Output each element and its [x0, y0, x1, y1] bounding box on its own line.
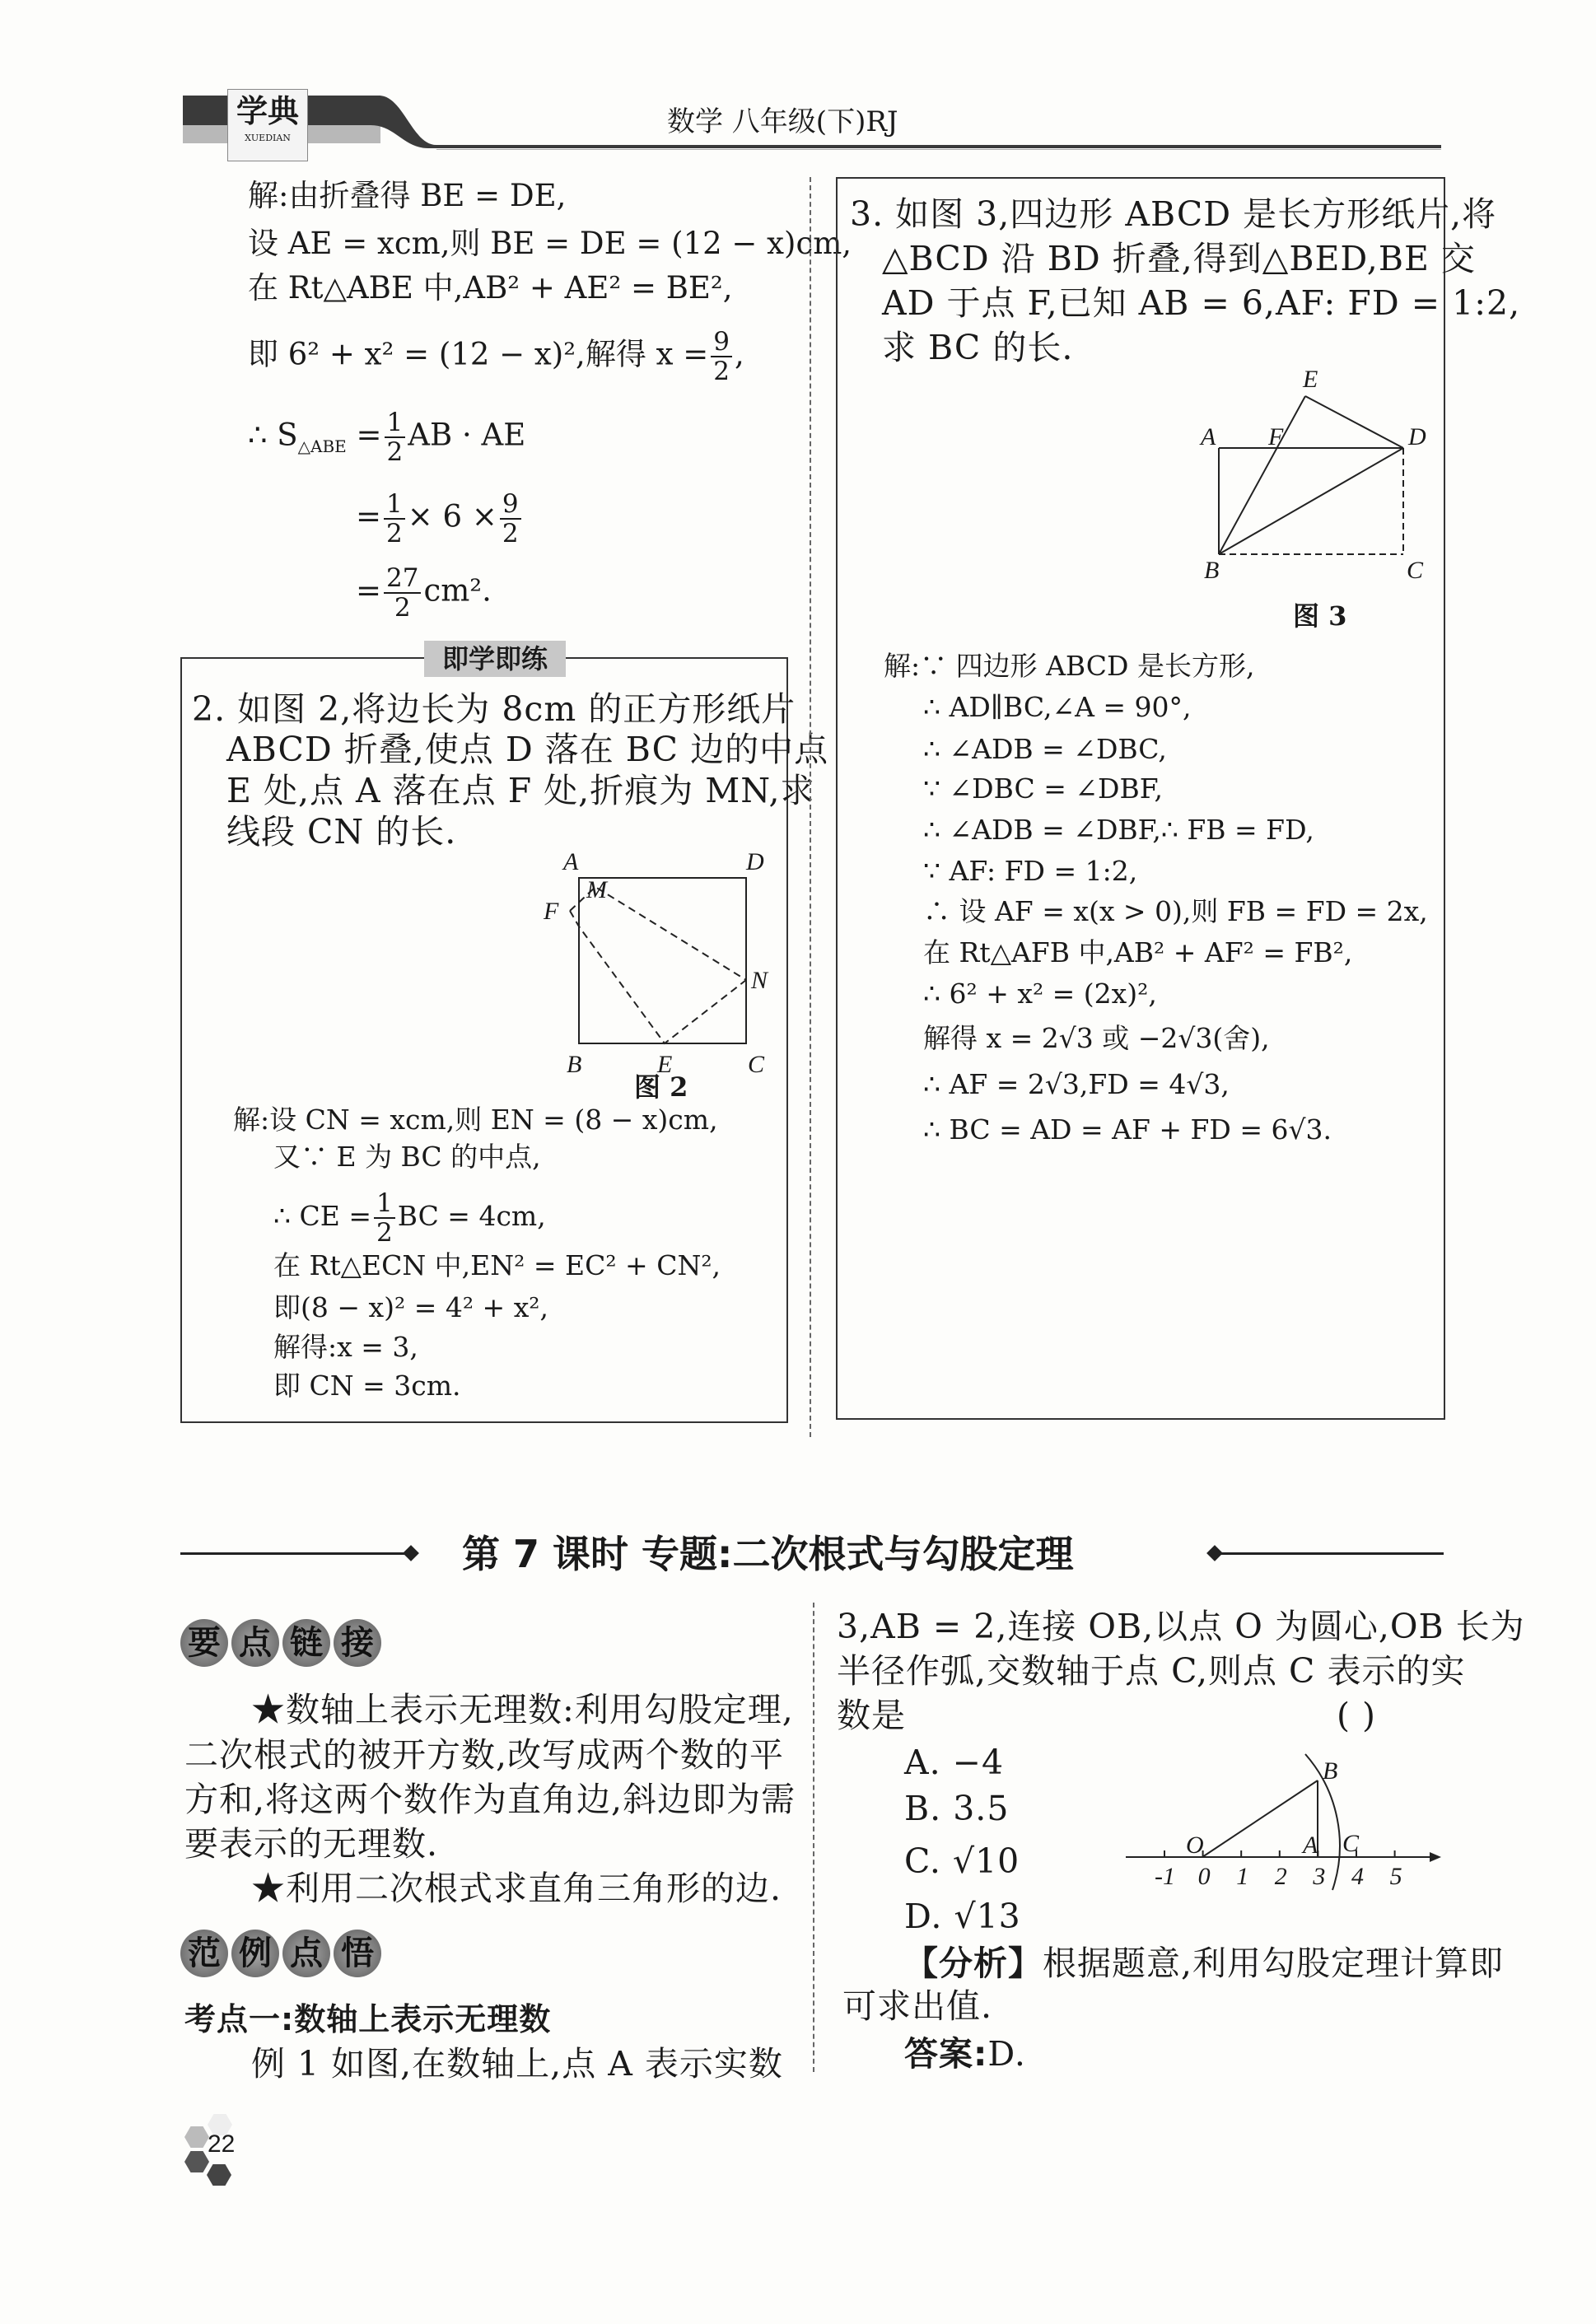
- numerator: 27: [384, 564, 421, 594]
- badge-char: 点: [282, 1930, 330, 1977]
- fraction: [711, 328, 732, 385]
- text: =: [356, 572, 382, 609]
- solution-line: 解:由折叠得 BE = DE,: [248, 178, 567, 213]
- key-points-badge: [180, 1619, 381, 1667]
- examples-badge: [180, 1930, 381, 1977]
- solution-line: ∵ AF: FD = 1:2,: [923, 855, 1138, 887]
- solution-line: [356, 563, 492, 623]
- solution-line: 又∵ E 为 BC 的中点,: [273, 1141, 541, 1173]
- diamond-icon: [403, 1545, 419, 1561]
- solution-line: ∴ AF = 2√3,FD = 4√3,: [923, 1068, 1230, 1100]
- label-c: C: [1407, 557, 1424, 584]
- text: AB · AE: [408, 417, 526, 453]
- header-title: 数学 八年级(下)RJ: [667, 105, 898, 138]
- logo: [227, 89, 308, 161]
- label-b: B: [1323, 1757, 1338, 1785]
- problem-line: E 处,点 A 落在点 F 处,折痕为 MN,求: [226, 771, 815, 810]
- solution-line: 解:∵ 四边形 ABCD 是长方形,: [884, 650, 1255, 682]
- solution-line: ∴ AD∥BC,∠A = 90°,: [923, 691, 1192, 723]
- analysis-text: 根据题意,利用勾股定理计算即: [1043, 1944, 1505, 1983]
- fraction: [384, 490, 405, 548]
- numerator: 1: [374, 1189, 395, 1219]
- column-divider: [813, 1603, 814, 2072]
- solution-line: 解:设 CN = xcm,则 EN = (8 − x)cm,: [233, 1104, 718, 1136]
- example-1-line: 数是: [837, 1696, 906, 1735]
- tick-label: -1: [1155, 1863, 1175, 1890]
- problem-line: ABCD 折叠,使点 D 落在 BC 边的中点: [226, 730, 829, 769]
- solution-line: ∴ 设 AF = x(x > 0),则 FB = FD = 2x,: [923, 895, 1428, 927]
- label-o: O: [1186, 1832, 1204, 1859]
- label-n: N: [751, 967, 768, 994]
- fraction: [500, 490, 521, 548]
- hexagon-icon: [184, 2126, 209, 2148]
- topic-heading: 考点一:数轴上表示无理数: [184, 2001, 552, 2037]
- text: 即 6² + x² = (12 − x)²,解得 x =: [248, 336, 709, 372]
- tick-label: 2: [1274, 1863, 1287, 1890]
- tick-label: 3: [1313, 1863, 1326, 1890]
- numerator: 1: [385, 408, 406, 438]
- number-line-figure: [1120, 1746, 1449, 1911]
- diagonal-bd: [1219, 448, 1403, 554]
- hexagon-icon: [207, 2164, 231, 2186]
- analysis-label: 【分析】: [904, 1944, 1043, 1983]
- fraction: [384, 564, 421, 622]
- segment-ed: [1305, 396, 1403, 448]
- answer-label: 答案:: [904, 2034, 988, 2074]
- label-d: D: [746, 848, 764, 875]
- title-rule-right: [1217, 1552, 1444, 1555]
- solution-line: ∴ ∠ADB = ∠DBF,∴ FB = FD,: [923, 814, 1314, 846]
- numerator: 9: [500, 490, 521, 520]
- key-point-line: 要表示的无理数.: [184, 1824, 439, 1864]
- text: ∴ CE =: [273, 1200, 371, 1232]
- problem-line: 2. 如图 2,将边长为 8cm 的正方形纸片: [192, 689, 796, 729]
- label-a: A: [1303, 1832, 1318, 1859]
- badge-char: 接: [334, 1619, 381, 1667]
- label-c: C: [748, 1051, 765, 1078]
- answer-value: D.: [987, 2034, 1026, 2074]
- logo-text: 学典: [236, 93, 299, 129]
- solution-line: 设 AE = xcm,则 BE = DE = (12 − x)cm,: [248, 226, 852, 261]
- numerator: 9: [711, 328, 732, 357]
- denominator: 2: [386, 519, 403, 548]
- column-divider: [810, 177, 811, 1437]
- label-m: M: [586, 876, 607, 903]
- figure-3-caption: 图 3: [1293, 600, 1347, 632]
- badge-char: 点: [231, 1619, 279, 1667]
- label-a: A: [1201, 423, 1216, 450]
- text: =: [356, 498, 382, 534]
- title-rule-left: [180, 1552, 411, 1555]
- badge-char: 悟: [334, 1930, 381, 1977]
- key-point-line: ★利用二次根式求直角三角形的边.: [251, 1869, 782, 1908]
- label-b: B: [567, 1051, 582, 1078]
- problem-line: △BCD 沿 BD 折叠,得到△BED,BE 交: [882, 239, 1476, 278]
- option-b[interactable]: B. 3.5: [904, 1789, 1010, 1828]
- text: ∴ S: [248, 417, 298, 453]
- practice-header: 即学即练: [424, 641, 566, 677]
- logo-subtext: XUEDIAN: [245, 133, 291, 143]
- text: ,: [734, 336, 744, 372]
- key-point-line: 二次根式的被开方数,改写成两个数的平: [184, 1735, 785, 1775]
- numerator: 1: [384, 490, 405, 520]
- solution-line: 解得:x = 3,: [273, 1331, 418, 1363]
- label-d: D: [1408, 423, 1426, 450]
- denominator: 2: [376, 1218, 393, 1248]
- segment-ob: [1202, 1780, 1318, 1857]
- problem-line: 线段 CN 的长.: [226, 812, 457, 852]
- tick-label: 5: [1389, 1863, 1402, 1890]
- denominator: 2: [386, 437, 404, 467]
- answer-line: [904, 2034, 1026, 2074]
- denominator: 2: [713, 357, 730, 386]
- solution-line: ∵ ∠DBC = ∠DBF,: [923, 772, 1163, 805]
- answer-blank[interactable]: ( ): [1337, 1696, 1377, 1735]
- label-a: A: [563, 848, 579, 875]
- lesson-title: 第 7 课时 专题:二次根式与勾股定理: [462, 1532, 1074, 1576]
- label-c: C: [1342, 1830, 1360, 1857]
- axis-arrow-icon: [1430, 1852, 1441, 1862]
- segment-be: [1219, 396, 1305, 554]
- option-c[interactable]: C. √10: [904, 1841, 1020, 1881]
- solution-line: [273, 1188, 546, 1248]
- text: cm².: [423, 572, 492, 609]
- badge-char: 例: [231, 1930, 279, 1977]
- text: =: [346, 417, 382, 453]
- tick-label: 4: [1351, 1863, 1364, 1890]
- example-1-line: 半径作弧,交数轴于点 C,则点 C 表示的实: [837, 1651, 1466, 1691]
- solution-line: 在 Rt△ABE 中,AB² + AE² = BE²,: [248, 270, 733, 306]
- fold-line-fe: [570, 911, 746, 1043]
- solution-line: ∴ 6² + x² = (2x)²,: [923, 978, 1157, 1010]
- fraction: [385, 408, 406, 466]
- page-number: 22: [208, 2130, 236, 2158]
- key-point-line: 方和,将这两个数作为直角边,斜边即为需: [184, 1780, 796, 1819]
- figure-3: [1186, 362, 1449, 585]
- subscript: △ABE: [297, 436, 347, 456]
- label-f: F: [544, 898, 559, 925]
- text: BC = 4cm,: [397, 1200, 546, 1232]
- option-d[interactable]: D. √13: [904, 1897, 1021, 1936]
- figure-2-caption: 图 2: [634, 1071, 688, 1103]
- example-1-line: 3,AB = 2,连接 OB,以点 O 为圆心,OB 长为: [837, 1607, 1525, 1646]
- figure-2: [527, 840, 791, 1104]
- solution-line: [248, 408, 526, 467]
- key-point-line: ★数轴上表示无理数:利用勾股定理,: [251, 1690, 794, 1729]
- badge-char: 范: [180, 1930, 228, 1977]
- problem-line: AD 于点 F,已知 AB = 6,AF: FD = 1:2,: [882, 283, 1521, 323]
- option-a[interactable]: A. −4: [904, 1743, 1005, 1782]
- badge-char: 要: [180, 1619, 228, 1667]
- label-e: E: [1303, 366, 1318, 393]
- solution-line: 在 Rt△AFB 中,AB² + AF² = FB²,: [923, 936, 1353, 968]
- label-e: E: [657, 1051, 673, 1078]
- solution-line: ∴ ∠ADB = ∠DBC,: [923, 733, 1167, 765]
- denominator: 2: [502, 519, 519, 548]
- solution-line: 在 Rt△ECN 中,EN² = EC² + CN²,: [273, 1249, 721, 1281]
- text: × 6 ×: [407, 498, 497, 534]
- problem-line: 求 BC 的长.: [882, 328, 1074, 367]
- example-1-line: 例 1 如图,在数轴上,点 A 表示实数: [251, 2044, 783, 2084]
- label-f: F: [1268, 423, 1284, 450]
- problem-line: 3. 如图 3,四边形 ABCD 是长方形纸片,将: [850, 194, 1497, 234]
- fraction: [374, 1189, 395, 1247]
- solution-line: 即(8 − x)² = 4² + x²,: [273, 1291, 549, 1323]
- tick-label: 0: [1197, 1863, 1211, 1890]
- solution-line: 解得 x = 2√3 或 −2√3(舍),: [923, 1022, 1270, 1054]
- analysis-line: 可求出值.: [842, 1986, 993, 2026]
- analysis-line: [904, 1944, 1504, 1983]
- solution-line: 即 CN = 3cm.: [273, 1370, 461, 1402]
- solution-line: [356, 489, 524, 548]
- badge-char: 链: [282, 1619, 330, 1667]
- solution-line: [248, 327, 744, 386]
- hexagon-icon: [184, 2151, 209, 2172]
- label-b: B: [1204, 557, 1220, 584]
- solution-line: ∴ BC = AD = AF + FD = 6√3.: [923, 1113, 1332, 1146]
- tick-label: 1: [1236, 1863, 1249, 1890]
- denominator: 2: [394, 593, 411, 623]
